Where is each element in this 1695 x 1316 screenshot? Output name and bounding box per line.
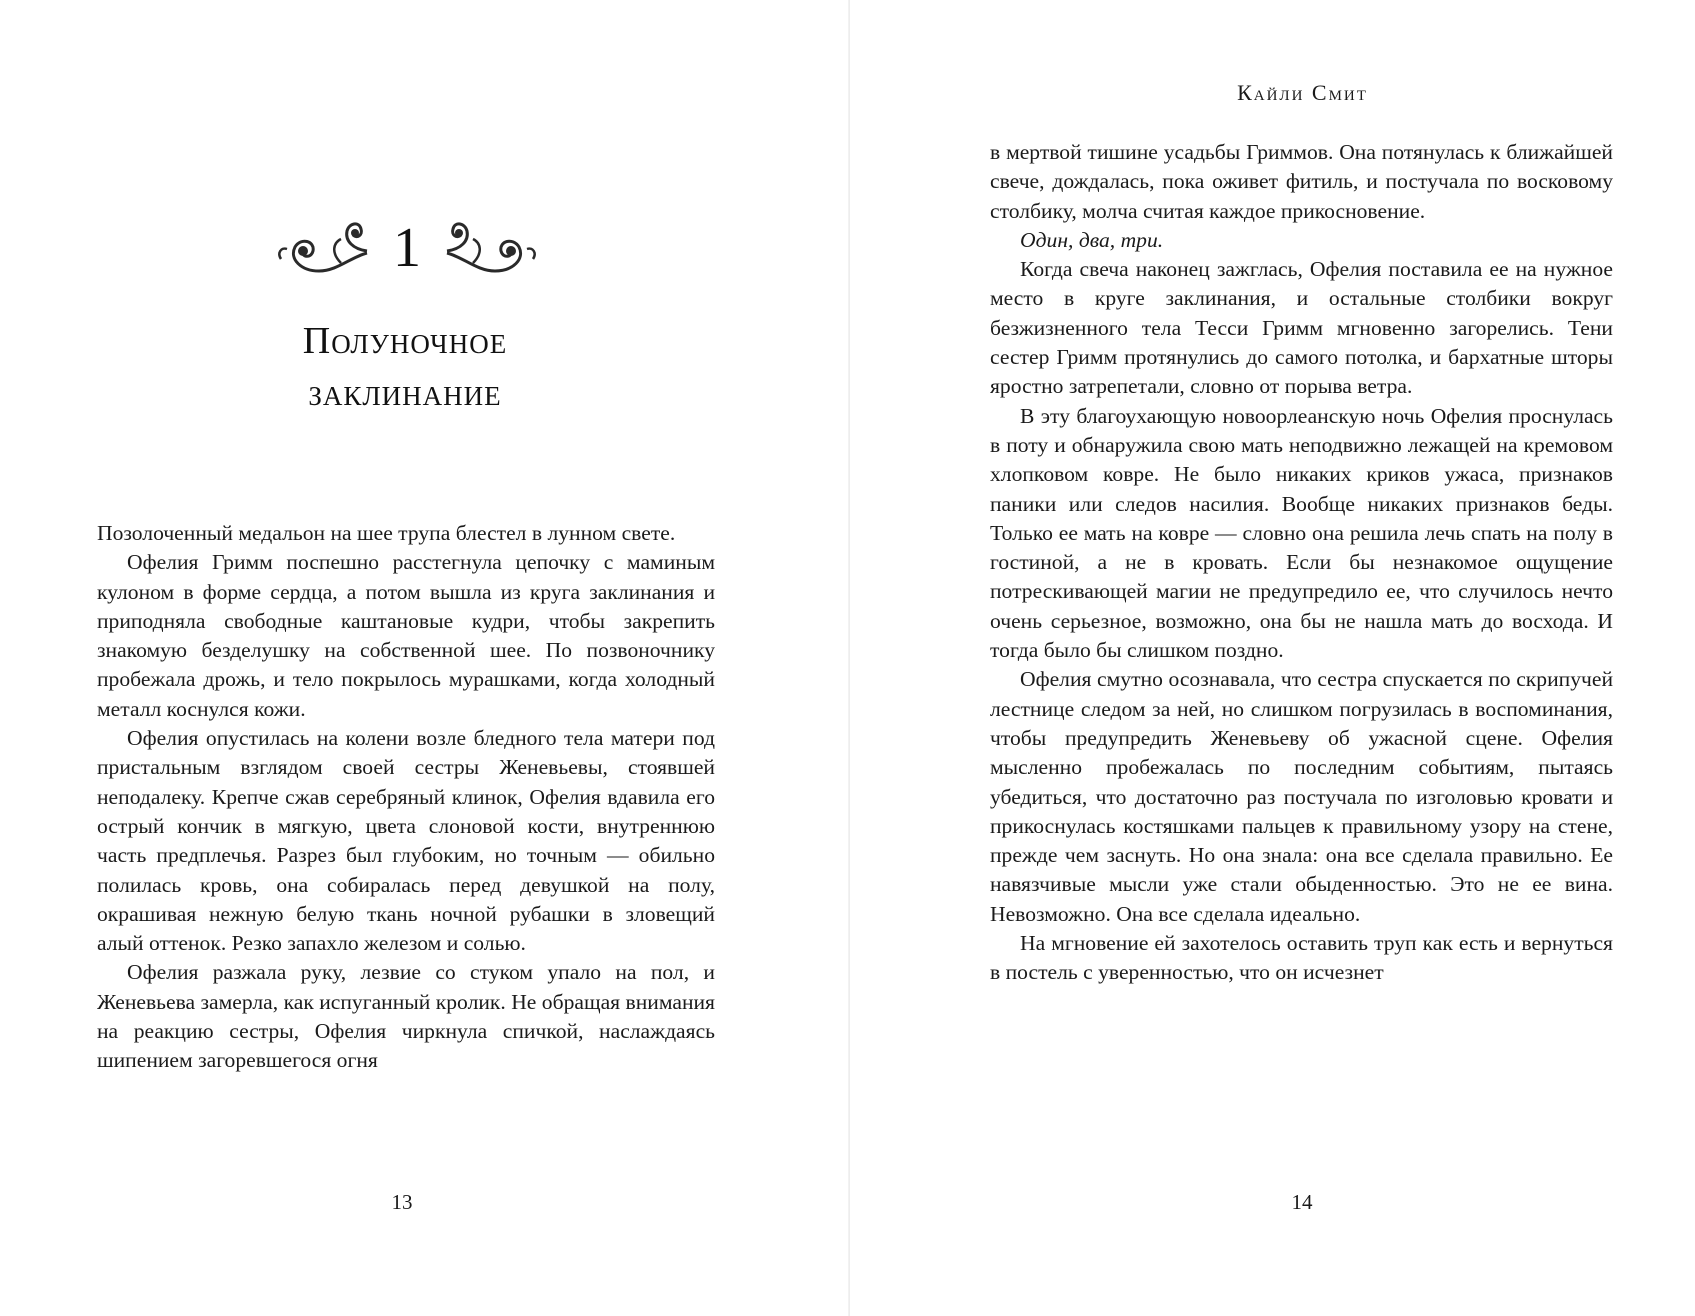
chapter-number: 1 (393, 217, 421, 279)
paragraph: Позолоченный медальон на шее трупа блестел в лунном свете. (97, 521, 676, 545)
page-number-right: 14 (1291, 1190, 1313, 1214)
paragraph-italic: Один, два, три. (1020, 227, 1164, 252)
paragraph: в мертвой тишине усадьбы Гриммов. Она потянулась к ближайшей свече, дождалась, пока оживет фитиль, и постучала по восковому столбику, молча считая каждое прикосновение. (990, 140, 1613, 223)
chapter-title (200, 315, 610, 419)
paragraph: В эту благоухающую новоорлеанскую ночь Офелия проснулась в поту и обнаружила свою мать неподвижно лежащей на кремовом хлопковом ковре. Не было никаких криков ужаса, признаков паники или следов насилия. Вообще никаких признаков беды. Только ее мать на ковре — словно она решила лечь спать на полу в гостиной, а не в кровать. Если бы незнакомое ощущение потрескивающей магии не предупредило ее, что случилось нечто очень серьезное, возможно, она бы не нашла мать до восхода. И тогда было бы слишком поздно. (990, 403, 1613, 663)
right-body-text (990, 138, 1613, 988)
paragraph: Офелия смутно осознавала, что сестра спускается по скрипучей лестнице следом за ней, но слишком погрузилась в воспоминания, чтобы предупредить Женевьеву об ужасной сцене. Офелия мысленно пробежалась по последним событиям, пытаясь убедиться, что достаточно раз постучала по изголовью кровати и прикоснулась костяшками пальцев к правильному узору на стене, прежде чем заснуть. Но она знала: она все сделала правильно. Ее навязчивые мысли уже стали обыденностью. Это не ее вина. Невозможно. Она все сделала идеально. (990, 667, 1613, 926)
right-flourish-icon (443, 213, 543, 283)
paragraph: На мгновение ей захотелось оставить труп как есть и вернуться в постель с уверенностью, что он исчезнет (990, 931, 1613, 985)
chapter-title-line-2: заклинание (308, 372, 502, 414)
chapter-heading-ornament (262, 208, 552, 288)
paragraph: Когда свеча наконец зажглась, Офелия поставила ее на нужное место в круге заклинания, и остальные столбики вокруг безжизненного тела Тесси Гримм мгновенно загорелись. Тени сестер Гримм протянулись до самого потолка, и бархатные шторы яростно затрепетали, словно от порыва ветра. (990, 257, 1613, 399)
chapter-title-line-1: Полуночное (302, 320, 508, 362)
left-flourish-icon (271, 213, 371, 283)
page-number-left: 13 (391, 1190, 413, 1214)
running-head: Кайли Смит (1237, 80, 1368, 105)
left-body-text (97, 519, 715, 1076)
paragraph: Офелия опустилась на колени возле бледного тела матери под пристальным взглядом своей сестры Женевьевы, стоявшей неподалеку. Крепче сжав серебряный клинок, Офелия вдавила его острый кончик в мягкую, цвета слоновой кости, внутреннюю часть предплечья. Разрез был глубоким, но точным — обильно полилась кровь, она собиралась перед девушкой на полу, окрашивая нежную белую ткань ночной рубашки в зловещий алый оттенок. Резко запахло железом и солью. (97, 726, 715, 956)
paragraph: Офелия разжала руку, лезвие со стуком упало на пол, и Женевьева замерла, как испуганный кролик. Не обращая внимания на реакцию сестры, Офелия чиркнула спичкой, наслаждаясь шипением загоревшегося огня (97, 960, 715, 1073)
right-page (850, 0, 1695, 1316)
paragraph: Офелия Гримм поспешно расстегнула цепочку с маминым кулоном в форме сердца, а потом вышла из круга заклинания и приподняла свободные каштановые кудри, чтобы закрепить знакомую безделушку на собственной шее. По позвоночнику пробежала дрожь, и тело покрылось мурашками, когда холодный металл коснулся кожи. (97, 550, 715, 721)
